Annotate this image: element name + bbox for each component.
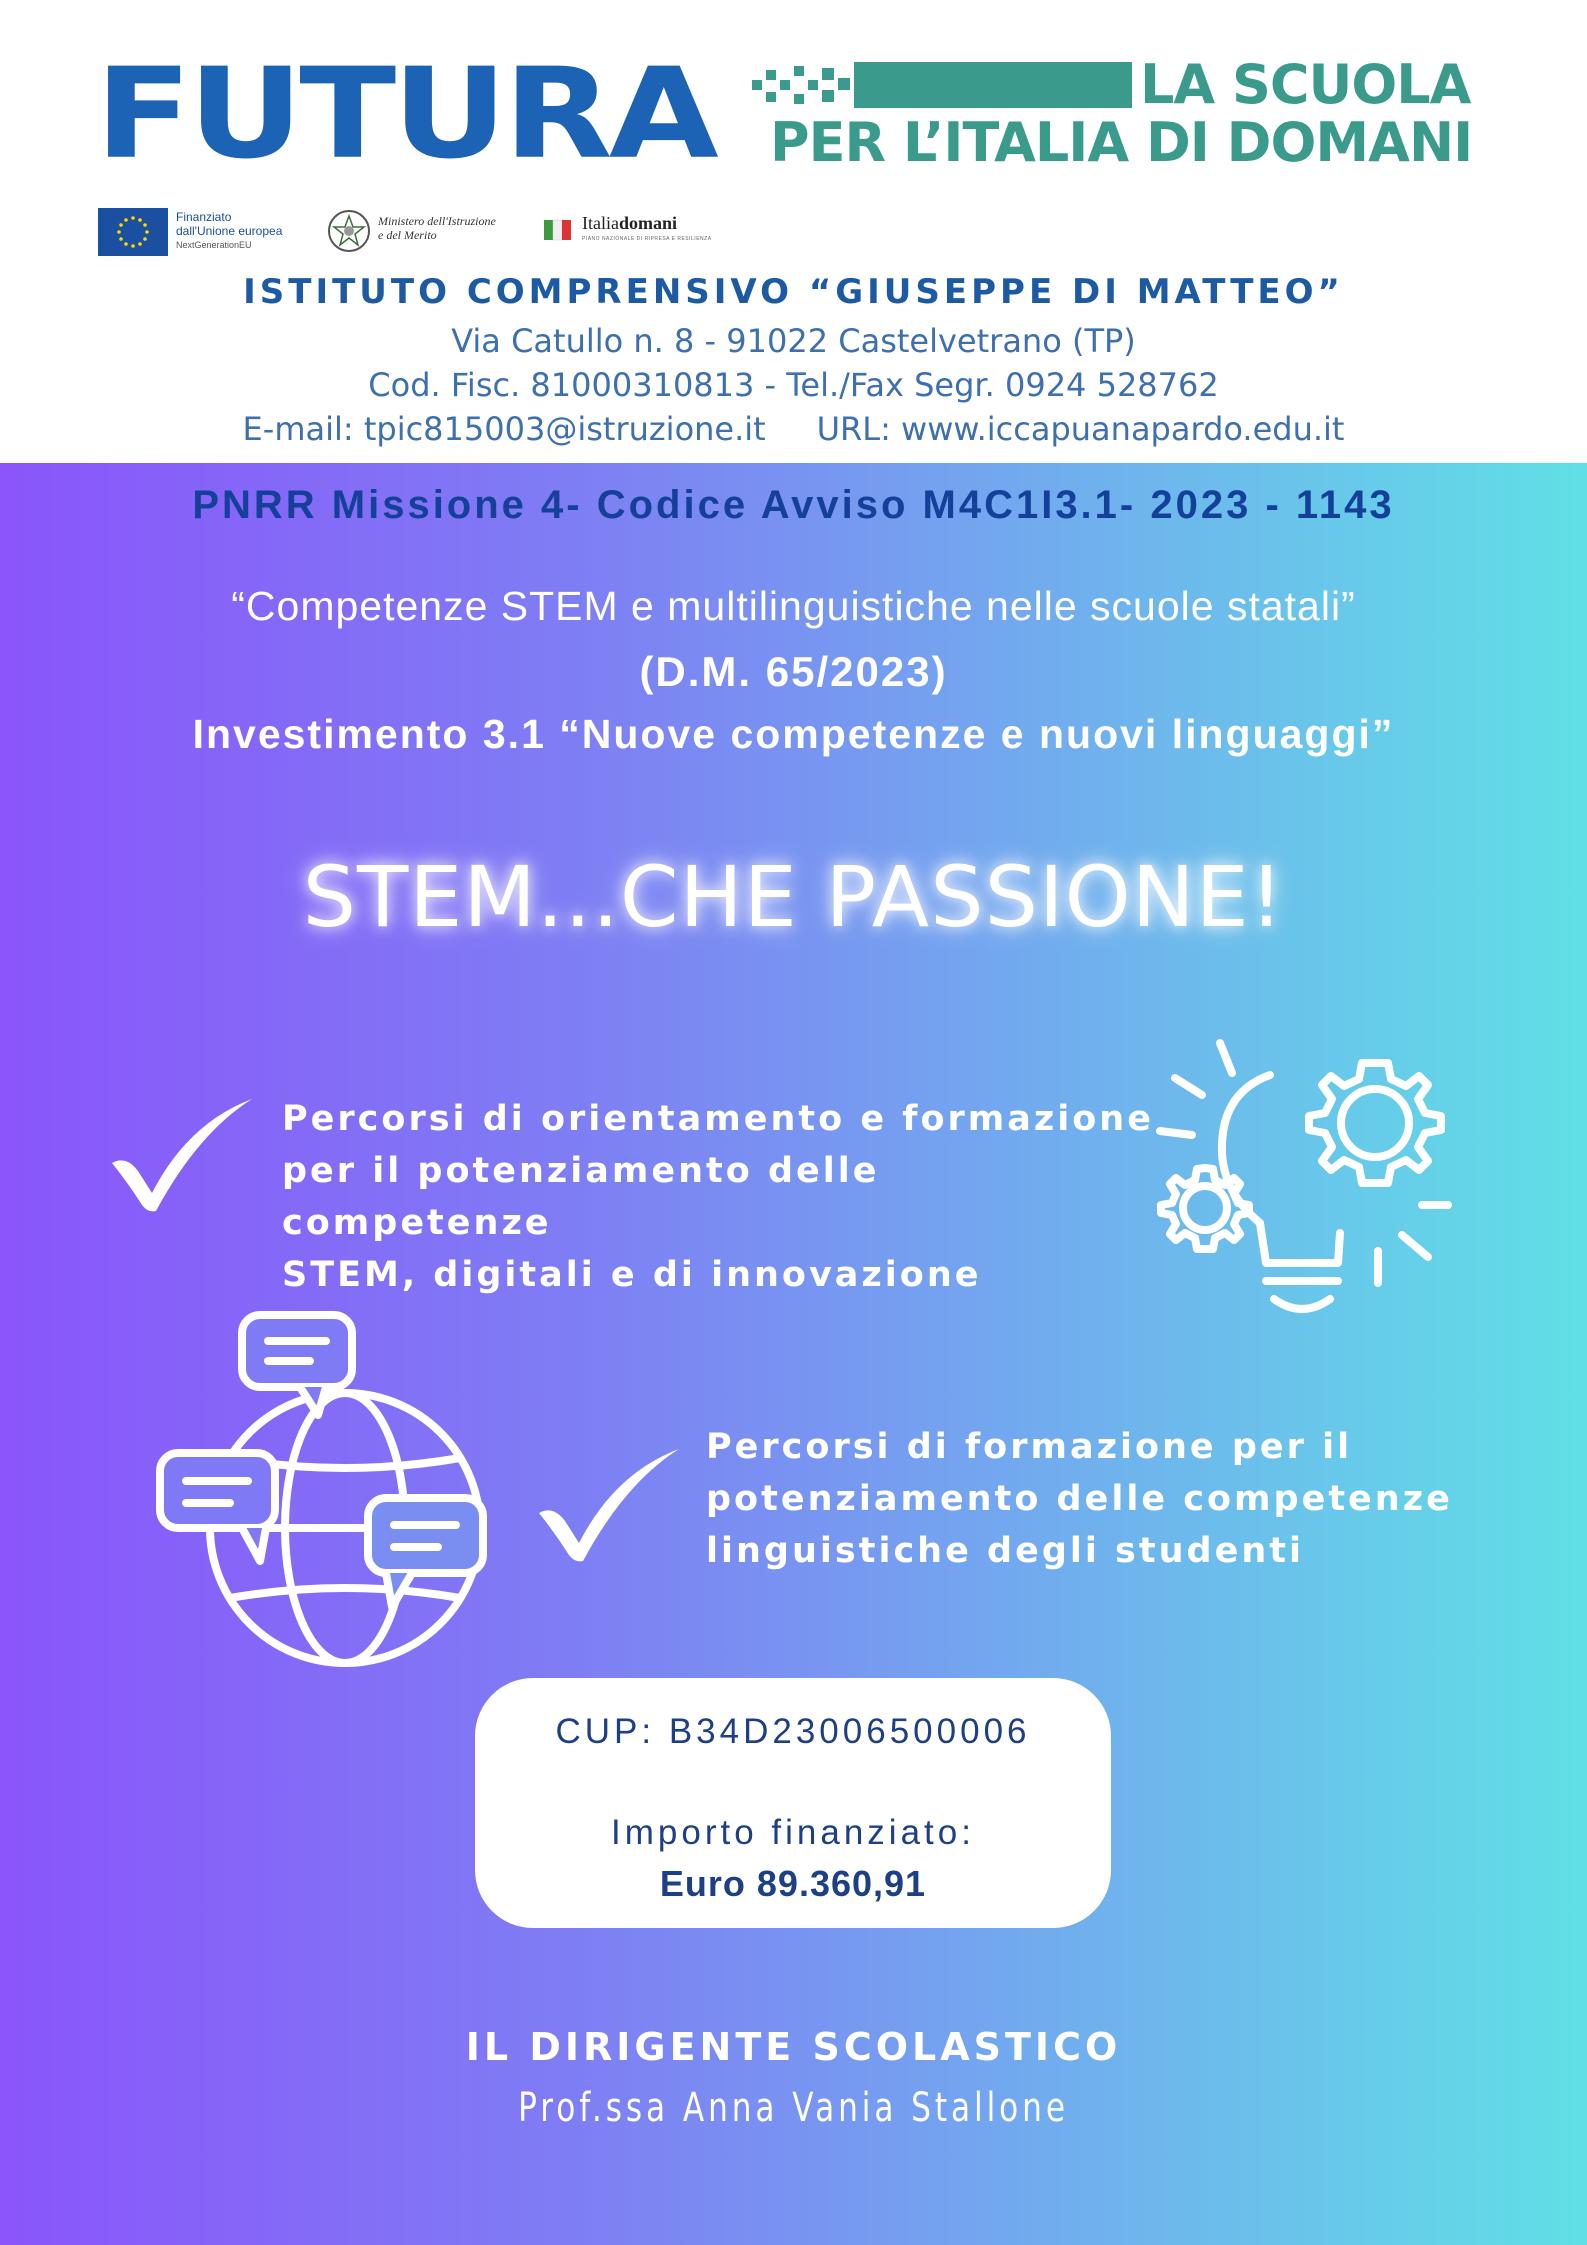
- school-contacts: E-mail: tpic815003@istruzione.it URL: www.iccapuanapardo.edu.it: [242, 410, 1345, 448]
- funding-card: [475, 1678, 1111, 1928]
- check-icon: [108, 1093, 258, 1213]
- stem-bullet-text: Percorsi di orientamento e formazione per il potenziamento delle competenze STEM, digitali e di innovazione: [282, 1099, 1154, 1295]
- header: [0, 0, 1587, 463]
- tagline-line1: LA SCUOLA: [1140, 53, 1471, 116]
- cup-code: CUP: B34D23006500006: [555, 1712, 1031, 1751]
- signature-role: IL DIRIGENTE SCOLASTICO: [465, 2025, 1122, 2069]
- competenze-title: “Competenze STEM e multilinguistiche nelle scuole statali”: [231, 583, 1356, 629]
- eu-logo-text: Finanziato dall'Unione europea NextGenerationEU: [176, 210, 283, 250]
- investimento-title: Investimento 3.1 “Nuove competenze e nuovi linguaggi”: [192, 711, 1395, 757]
- pnrr-code: PNRR Missione 4- Codice Avviso M4C1I3.1- 2023 - 1143: [192, 483, 1395, 527]
- italiadomani-logo: Italiadomani: [582, 213, 678, 233]
- tagline-line2: PER L’ITALIA DI DOMANI: [770, 111, 1473, 174]
- school-fiscal-code: Cod. Fisc. 81000310813 - Tel./Fax Segr. 0924 528762: [368, 366, 1219, 404]
- importo-label: Importo finanziato:: [611, 1813, 975, 1852]
- school-address: Via Catullo n. 8 - 91022 Castelvetrano (TP): [451, 322, 1136, 360]
- school-name: ISTITUTO COMPRENSIVO “GIUSEPPE DI MATTEO”: [243, 272, 1344, 312]
- eu-flag-icon: [98, 208, 168, 256]
- pixel-bar-icon: [752, 62, 1132, 110]
- futura-logo: FUTURA: [95, 41, 715, 187]
- republic-emblem-icon: [325, 206, 373, 256]
- italiadomani-subtitle: PIANO NAZIONALE DI RIPRESA E RESILIENZA: [582, 236, 712, 242]
- italia-flag-icon: [540, 216, 578, 244]
- stem-title: STEM...CHE PASSIONE!: [302, 848, 1285, 946]
- dm-reference: (D.M. 65/2023): [639, 648, 948, 695]
- signature-name: Prof.ssa Anna Vania Stallone: [518, 2085, 1069, 2131]
- ministry-logo-text: Ministero dell'Istruzione e del Merito: [378, 214, 496, 242]
- globe-chat-icon: [150, 1303, 500, 1683]
- language-bullet-text: Percorsi di formazione per il potenziamento delle competenze linguistiche degli studenti: [706, 1427, 1453, 1571]
- check-icon: [535, 1443, 685, 1563]
- importo-value: Euro 89.360,91: [659, 1863, 927, 1904]
- lightbulb-gears-icon: [1150, 1023, 1470, 1343]
- main-panel: [0, 463, 1587, 2245]
